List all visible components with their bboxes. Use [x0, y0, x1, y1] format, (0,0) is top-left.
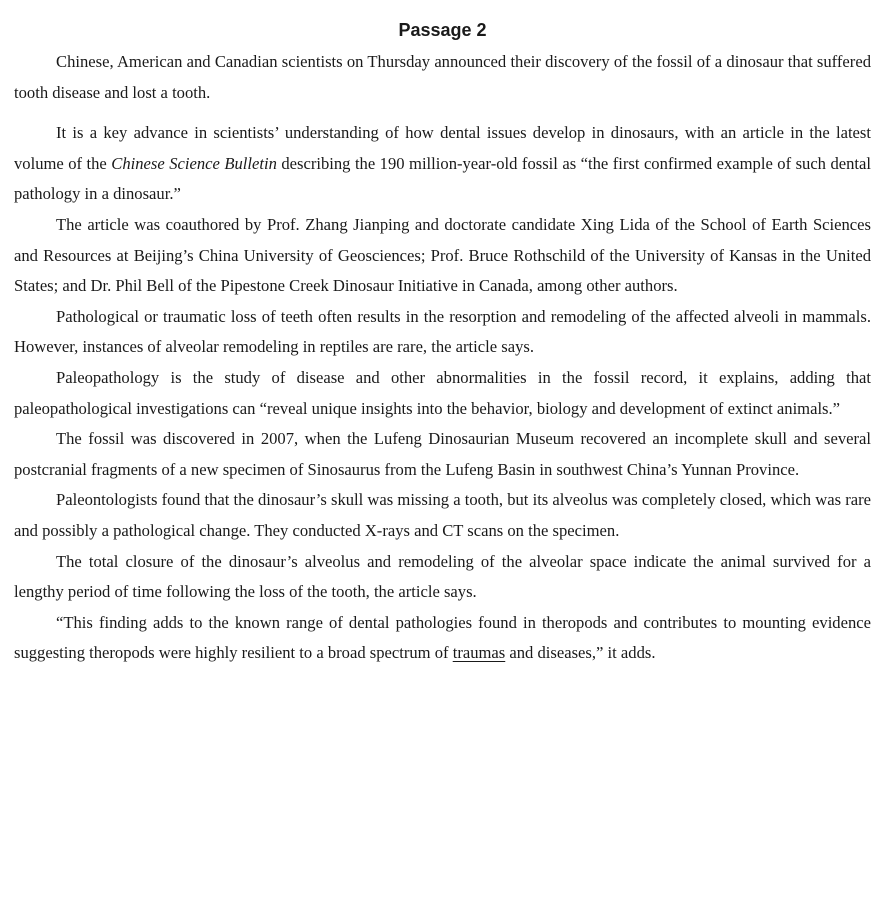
journal-title: Chinese Science Bulletin [111, 153, 277, 173]
paragraph-9-text-start: “This finding adds to the known range of dental pathologies found in theropods and contributes to mounting evidence suggesting theropods were highly resilient to a broad spectrum of [14, 612, 871, 663]
paragraph-2-text-start: It is a key advance in scientists’ understanding of how dental issues develop in dinosaurs, with an article in the latest volume of the [14, 123, 871, 173]
paragraph-2-text-end: describing the 190 million-year-old fossil as “the first confirmed example of such dental pathology in a dinosaur.” [14, 153, 871, 204]
passage-title: Passage 2 [398, 20, 487, 40]
paragraph-6: The fossil was discovered in 2007, when the Lufeng Dinosaurian Museum recovered an incomplete skull and several postcranial fragments of a new specimen of Sinosaurus from the Lufeng Basin in southwest China’s Yunnan Province. [14, 429, 871, 479]
paragraph-8: The total closure of the dinosaur’s alveolus and remodeling of the alveolar space indicate the animal survived for a lengthy period of time following the loss of the tooth, the article says. [14, 551, 871, 602]
paragraph-7: Paleontologists found that the dinosaur’s skull was missing a tooth, but its alveolus was completely closed, which was rare and possibly a pathological change. They conducted X-rays and CT scans on the specimen. [14, 490, 871, 540]
paragraph-9 [14, 608, 871, 669]
underlined-word: traumas [452, 643, 506, 663]
paragraph-5: Paleopathology is the study of disease and other abnormalities in the fossil record, it explains, adding that paleopathological investigations can “reveal unique insights into the behavior, biology and development of extinct animals.” [14, 367, 871, 418]
paragraph-2 [14, 118, 871, 210]
paragraph-9-text-end: and diseases,” it adds. [505, 643, 656, 663]
paragraph-3: The article was coauthored by Prof. Zhang Jianping and doctorate candidate Xing Lida of the School of Earth Sciences and Resources at Beijing’s China University of Geosciences; Prof. Bruce Rothschild of the University of Kansas in the United States; and Dr. Phil Bell of the Pipestone Creek Dinosaur Initiative in Canada, among other authors. [14, 214, 871, 296]
paragraph-1: Chinese, American and Canadian scientists on Thursday announced their discovery of the fossil of a dinosaur that suffered tooth disease and lost a tooth. [14, 52, 871, 102]
paragraph-4: Pathological or traumatic loss of teeth often results in the resorption and remodeling of the affected alveoli in mammals. However, instances of alveolar remodeling in reptiles are rare, the article says. [14, 306, 871, 357]
